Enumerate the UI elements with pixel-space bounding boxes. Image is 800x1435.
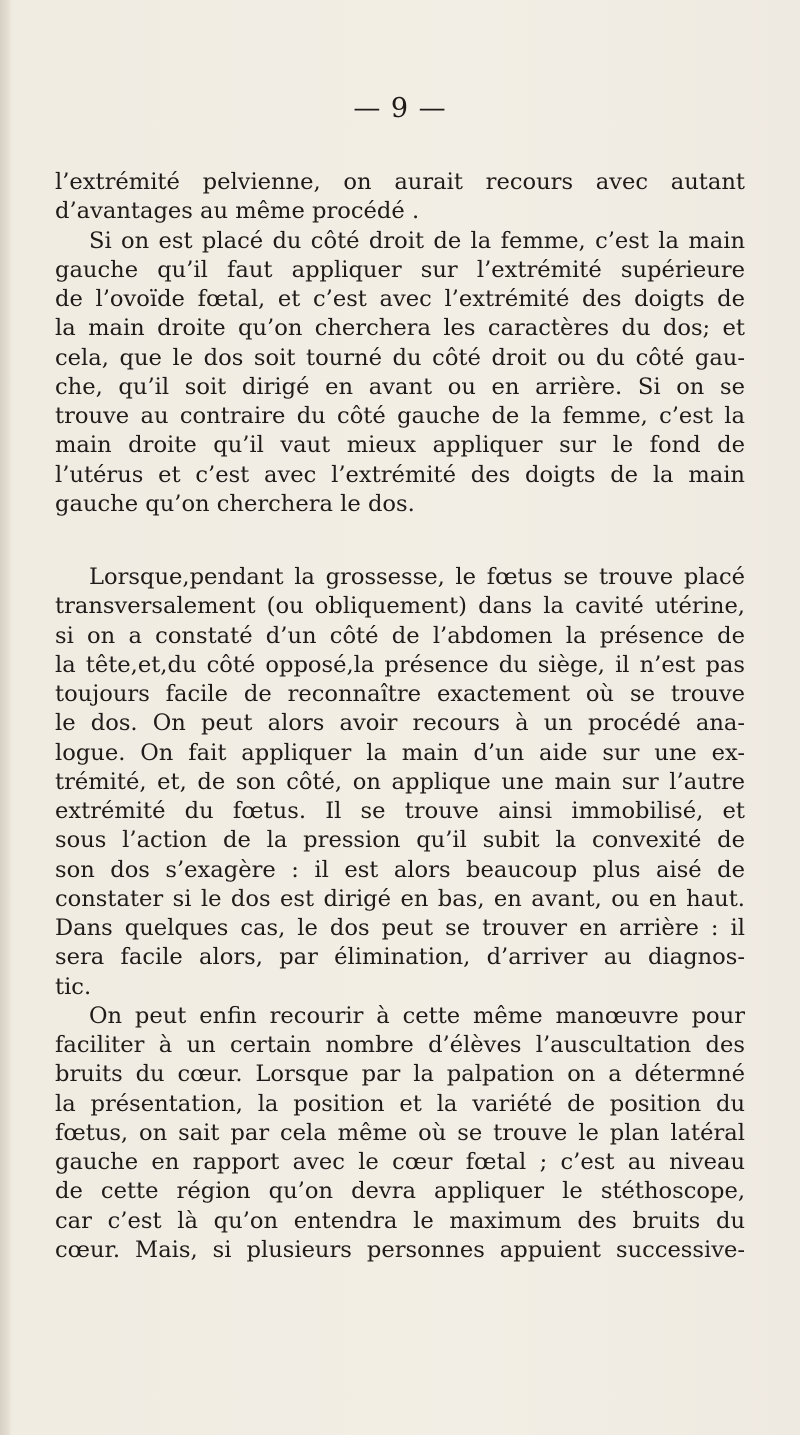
text-line: Dans quelques cas, le dos peut se trouver en arrière : il <box>55 915 745 941</box>
text-line: bruits du cœur. Lorsque par la palpation on a détermné <box>55 1061 745 1088</box>
text-line: si on a constaté d’un côté de l’abdomen la présence de <box>55 622 745 649</box>
text-line: l’utérus et c’est avec l’extrémité des doigts de la main <box>55 461 745 488</box>
text-line: sous l’action de la pression qu’il subit la convexité de <box>55 827 745 854</box>
text-line: le dos. On peut alors avoir recours à un procédé ana- <box>55 710 745 737</box>
text-line: main droite qu’il vaut mieux appliquer sur le fond de <box>55 432 745 459</box>
text-line: de cette région qu’on devra appliquer le stéthoscope, <box>55 1178 745 1205</box>
text-line: On peut enfin recourir à cette même manœuvre pour <box>89 1002 745 1029</box>
text-line: trémité, et, de son côté, on applique une main sur l’autre <box>55 768 745 795</box>
text-line: fœtus, on sait par cela même où se trouve le plan latéral <box>55 1119 745 1146</box>
text-line: gauche qu’il faut appliquer sur l’extrémité supérieure <box>55 256 745 283</box>
text-line: Lorsque,pendant la grossesse, le fœtus se trouve placé <box>89 564 745 590</box>
text-line: transversalement (ou obliquement) dans la cavité utérine, <box>55 593 745 620</box>
text-line: logue. On fait appliquer la main d’un aide sur une ex- <box>55 739 745 766</box>
binding-gutter-shadow <box>0 0 10 1435</box>
text-line: car c’est là qu’on entendra le maximum des bruits du <box>55 1207 745 1234</box>
text-line: extrémité du fœtus. Il se trouve ainsi immobilisé, et <box>55 798 745 824</box>
text-line: la tête,et,du côté opposé,la présence du siège, il n’est pas <box>55 651 745 678</box>
text-line: tic. <box>55 973 92 1000</box>
text-line: sera facile alors, par élimination, d’arriver au diagnos- <box>55 944 745 971</box>
text-line: toujours facile de reconnaître exactement où se trouve <box>55 681 745 707</box>
text-line: faciliter à un certain nombre d’élèves l’auscultation des <box>55 1032 745 1058</box>
text-line: Si on est placé du côté droit de la femme, c’est la main <box>89 227 745 254</box>
text-line: l’extrémité pelvienne, on aurait recours avec autant <box>55 169 745 195</box>
page-number: — 9 — <box>353 93 447 124</box>
text-line: son dos s’exagère : il est alors beaucoup plus aisé de <box>55 856 745 883</box>
text-line: che, qu’il soit dirigé en avant ou en arrière. Si on se <box>55 373 745 400</box>
text-line: la main droite qu’on cherchera les caractères du dos; et <box>55 315 745 342</box>
text-line: cœur. Mais, si plusieurs personnes appuient successive- <box>55 1236 745 1263</box>
text-line: gauche qu’on cherchera le dos. <box>55 490 415 517</box>
text-line: trouve au contraire du côté gauche de la femme, c’est la <box>55 403 745 429</box>
text-line: cela, que le dos soit tourné du côté droit ou du côté gau- <box>55 344 745 371</box>
paragraph-block-2 <box>55 563 745 1265</box>
text-line: gauche en rapport avec le cœur fœtal ; c’est au niveau <box>55 1149 745 1175</box>
text-line: d’avantages au même procédé . <box>55 198 420 225</box>
paragraph-block-1 <box>55 168 745 519</box>
text-line: constater si le dos est dirigé en bas, en avant, ou en haut. <box>55 885 745 912</box>
text-line: de l’ovoïde fœtal, et c’est avec l’extrémité des doigts de <box>55 286 745 312</box>
text-line: la présentation, la position et la variété de position du <box>55 1090 745 1117</box>
